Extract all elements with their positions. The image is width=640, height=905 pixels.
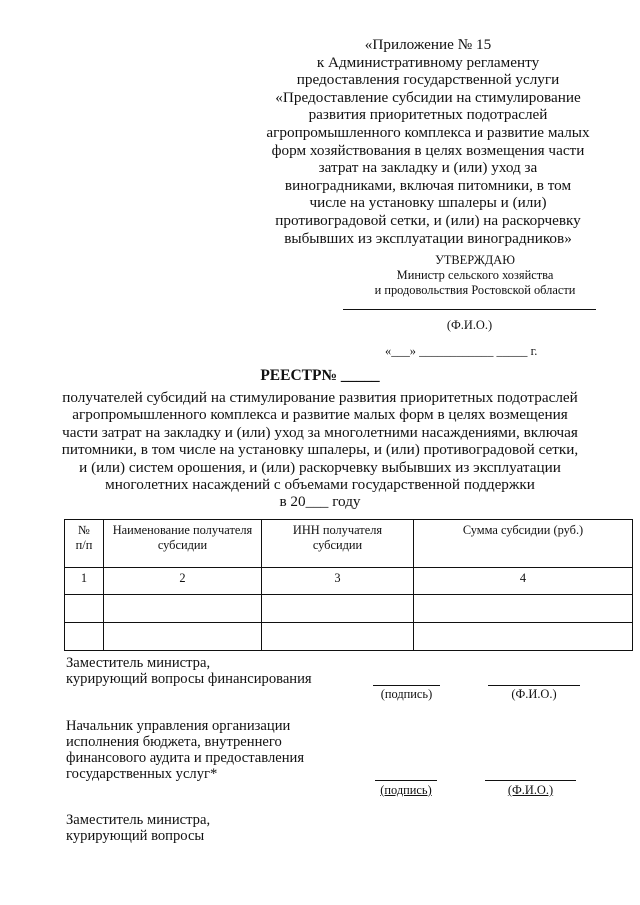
table-cell <box>104 623 262 651</box>
register-subtitle-line: получателей субсидий на стимулирование развития приоритетных подотраслей <box>62 389 578 406</box>
signature-label-line: курирующий вопросы финансирования <box>66 671 312 687</box>
header-cell-number <box>65 520 104 568</box>
signature-caption: (подпись) <box>380 783 432 797</box>
register-subtitle-line: многолетних насаждений с объемами государственной поддержки <box>105 476 535 494</box>
header-text: субсидии <box>312 538 363 552</box>
appendix-line: выбывших из эксплуатации виноградников» <box>284 229 572 247</box>
header-text: Наименование получателя <box>112 523 253 537</box>
signature-line <box>375 780 437 781</box>
fio-line <box>485 780 576 781</box>
appendix-line: числе на установку шпалеры и (или) <box>309 194 547 212</box>
header-cell-subsidy-amount <box>414 520 633 568</box>
approval-heading: УТВЕРЖДАЮ <box>435 253 515 267</box>
header-text: Сумма субсидии (руб.) <box>462 523 584 537</box>
signature-line <box>373 685 440 686</box>
register-subtitle-line: части затрат на закладку и (или) уход за многолетними насаждениями, включая <box>62 423 578 441</box>
appendix-header <box>248 36 608 247</box>
approval-block <box>330 253 620 298</box>
appendix-line: к Административному регламенту <box>316 53 540 71</box>
signature-label-line: Заместитель министра, <box>66 655 211 671</box>
table-cell <box>414 623 633 651</box>
table-number-row <box>65 568 633 595</box>
approval-date-line: «___» ____________ _____ г. <box>385 344 538 358</box>
appendix-line: предоставления государственной услуги <box>296 71 560 89</box>
approval-position-line: и продовольствия Ростовской области <box>374 283 576 297</box>
header-cell-inn <box>262 520 414 568</box>
header-text: № <box>78 523 90 537</box>
appendix-line: виноградниками, включая питомники, в том <box>284 176 572 194</box>
approval-fio-label: (Ф.И.О.) <box>446 318 493 332</box>
signature-label-line: курирующий вопросы <box>66 828 205 844</box>
signature-caption: (подпись) <box>380 687 433 701</box>
table-row <box>65 623 633 651</box>
table-cell: 3 <box>262 568 414 595</box>
department-head-label <box>66 718 304 782</box>
header-text: п/п <box>75 538 93 552</box>
header-text: субсидии <box>157 538 208 552</box>
fio-caption: (Ф.И.О.) <box>507 783 554 797</box>
table-cell: 1 <box>65 568 104 595</box>
signature-label-line: Начальник управления организации <box>66 718 291 734</box>
table-row <box>65 595 633 623</box>
signature-label-line: Заместитель министра, <box>66 812 211 828</box>
appendix-line: «Приложение № 15 <box>364 36 492 53</box>
fio-caption: (Ф.И.О.) <box>511 687 557 701</box>
table-cell: 2 <box>104 568 262 595</box>
table-cell <box>65 623 104 651</box>
register-table <box>64 519 633 651</box>
header-text: ИНН получателя <box>292 523 383 537</box>
appendix-line: «Предоставление субсидии на стимулирование <box>275 88 581 106</box>
table-cell <box>65 595 104 623</box>
table-cell: 4 <box>414 568 633 595</box>
header-cell-recipient-name <box>104 520 262 568</box>
signature-label-line: государственных услуг* <box>66 766 218 782</box>
appendix-line: развития приоритетных подотраслей <box>308 106 548 124</box>
approval-position-line: Министр сельского хозяйства <box>396 268 554 282</box>
appendix-line: противоградовой сетки, и (или) на раскорчевку <box>275 211 581 229</box>
table-cell <box>104 595 262 623</box>
deputy-minister-finance-label <box>66 655 312 687</box>
signature-label-line: финансового аудита и предоставления <box>66 750 305 766</box>
signature-label-line: исполнения бюджета, внутреннего <box>66 734 282 750</box>
approval-signature-line <box>343 309 596 310</box>
table-cell <box>262 623 414 651</box>
table-header-row <box>65 520 633 568</box>
table-cell <box>262 595 414 623</box>
table-cell <box>414 595 633 623</box>
register-subtitle-line: агропромышленного комплекса и развитие малых форм в целях возмещения <box>72 406 568 424</box>
register-subtitle <box>40 389 600 511</box>
register-subtitle-line: и (или) систем орошения, и (или) раскорчевку выбывших из эксплуатации <box>79 458 561 476</box>
appendix-line: агропромышленного комплекса и развитие малых <box>266 123 590 141</box>
deputy-minister-label <box>66 812 210 844</box>
appendix-line: форм хозяйствования в целях возмещения части <box>271 141 585 159</box>
register-subtitle-line: в 20___ году <box>279 493 361 511</box>
register-subtitle-line: питомники, в том числе на установку шпалеры, и (или) противоградовой сетки, <box>61 441 579 459</box>
appendix-line: затрат на закладку и (или) уход за <box>318 159 538 177</box>
fio-line <box>488 685 580 686</box>
register-title: РЕЕСТР№ _____ <box>260 367 380 384</box>
